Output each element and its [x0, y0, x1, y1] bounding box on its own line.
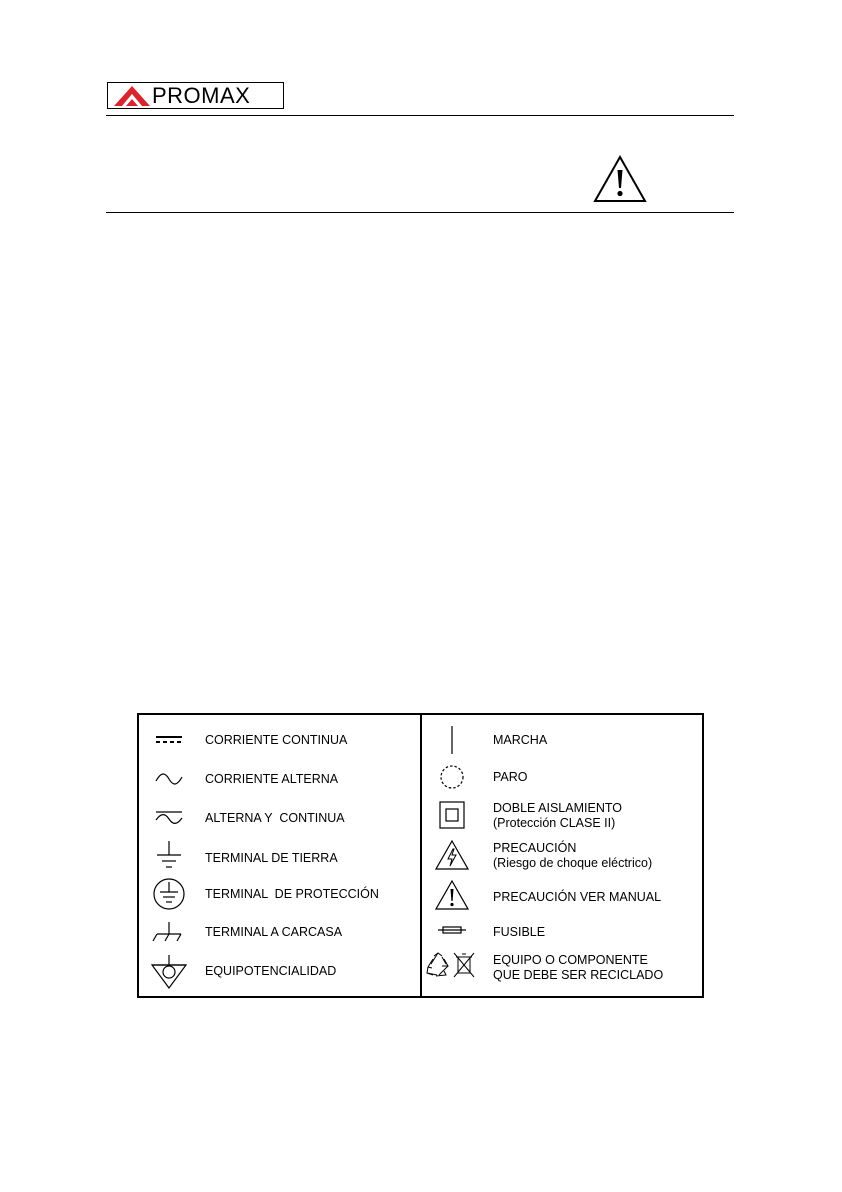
fuse-icon: [437, 923, 467, 937]
promax-logo-mark-icon: [112, 85, 152, 107]
symbol-label: CORRIENTE CONTINUA: [205, 733, 348, 747]
logo-text: PROMAX: [152, 83, 251, 108]
symbol-label: MARCHA: [493, 733, 548, 747]
warning-triangle-icon: [593, 155, 647, 203]
symbol-label: PARO: [493, 770, 528, 784]
symbol-label: PRECAUCIÓN (Riesgo de choque eléctrico): [493, 841, 653, 870]
alternating-current-icon: [154, 770, 184, 788]
symbol-label: ALTERNA Y CONTINUA: [205, 811, 345, 825]
symbol-label: DOBLE AISLAMIENTO (Protección CLASE II): [493, 801, 622, 830]
symbol-label: FUSIBLE: [493, 925, 546, 939]
symbol-label: PRECAUCIÓN VER MANUAL: [493, 890, 662, 904]
earth-terminal-icon: [154, 839, 184, 873]
symbol-label: TERMINAL A CARCASA: [205, 925, 343, 939]
symbol-label: EQUIPOTENCIALIDAD: [205, 964, 337, 978]
double-insulation-icon: [439, 801, 465, 829]
shock-hazard-icon: [435, 840, 469, 870]
header-rule-top: [106, 115, 734, 116]
symbol-label: CORRIENTE ALTERNA: [205, 772, 339, 786]
symbol-label: EQUIPO O COMPONENTE QUE DEBE SER RECICLADO: [493, 953, 664, 982]
ac-dc-icon: [154, 807, 184, 827]
crossed-bin-icon: [452, 951, 476, 979]
recycle-icon: [424, 951, 452, 979]
direct-current-icon: [154, 731, 184, 749]
equipotential-icon: [149, 955, 189, 991]
symbol-label: TERMINAL DE PROTECCIÓN: [205, 887, 379, 901]
logo: [107, 82, 284, 109]
symbols-table: [137, 713, 704, 998]
chassis-terminal-icon: [152, 920, 186, 944]
caution-manual-icon: [435, 880, 469, 910]
power-on-icon: [447, 725, 457, 755]
protective-earth-icon: [152, 877, 186, 911]
power-off-icon: [439, 764, 465, 790]
header-rule-bottom: [106, 212, 734, 213]
symbol-label: TERMINAL DE TIERRA: [205, 851, 338, 865]
